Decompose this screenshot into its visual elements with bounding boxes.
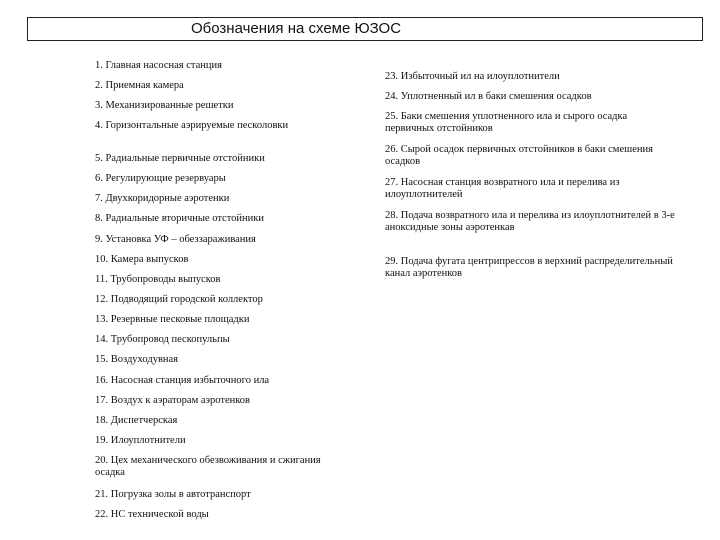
legend-item-14: 14. Трубопровод пескопульпы [95,334,230,345]
legend-item-7: 7. Двухкоридорные аэротенки [95,193,230,204]
legend-item-18: 18. Диспетчерская [95,415,178,426]
legend-item-4: 4. Горизонтальные аэрируемые песколовки [95,120,289,131]
legend-item-9: 9. Установка УФ – обеззараживания [95,234,256,245]
legend-item-24: 24. Уплотненный ил в баки смешения осадков [385,91,592,102]
legend-item-21: 21. Погрузка золы в автотранспорт [95,489,251,500]
legend-item-11: 11. Трубопроводы выпусков [95,274,221,285]
legend-item-25: 25. Баки смешения уплотненного ила и сырого осадка первичных отстойников [385,111,628,134]
legend-item-13: 13. Резервные песковые площадки [95,314,250,325]
legend-item-28: 28. Подача возвратного ила и перелива из илоуплотнителей в 3-е аноксидные зоны аэротенкав [385,210,675,233]
legend-item-12: 12. Подводящий городской коллектор [95,294,263,305]
legend-item-1: 1. Главная насосная станция [95,60,222,71]
legend-item-27: 27. Насосная станция возвратного ила и перелива из илоуплотнителей [385,177,620,200]
legend-title-box [27,17,703,41]
legend-title: Обозначения на схеме ЮЗОС [191,20,402,37]
legend-item-2: 2. Приемная камера [95,80,184,91]
legend-item-6: 6. Регулирующие резервуары [95,173,226,184]
legend-item-10: 10. Камера выпусков [95,254,189,265]
legend-item-8: 8. Радиальные вторичные отстойники [95,213,264,224]
legend-item-22: 22. НС технической воды [95,509,209,520]
legend-item-16: 16. Насосная станция избыточного ила [95,375,270,386]
legend-item-3: 3. Механизированные решетки [95,100,234,111]
legend-item-20: 20. Цех механического обезвоживания и сжигания осадка [95,455,321,478]
legend-item-26: 26. Сырой осадок первичных отстойников в баки смешения осадков [385,144,653,167]
legend-item-23: 23. Избыточный ил на илоуплотнители [385,71,560,82]
legend-item-19: 19. Илоуплотнители [95,435,186,446]
legend-item-17: 17. Воздух к аэраторам аэротенков [95,395,251,406]
legend-item-15: 15. Воздуходувная [95,354,179,365]
legend-item-29: 29. Подача фугата центрипрессов в верхний распределительный канал аэротенков [385,256,673,279]
legend-item-5: 5. Радиальные первичные отстойники [95,153,265,164]
